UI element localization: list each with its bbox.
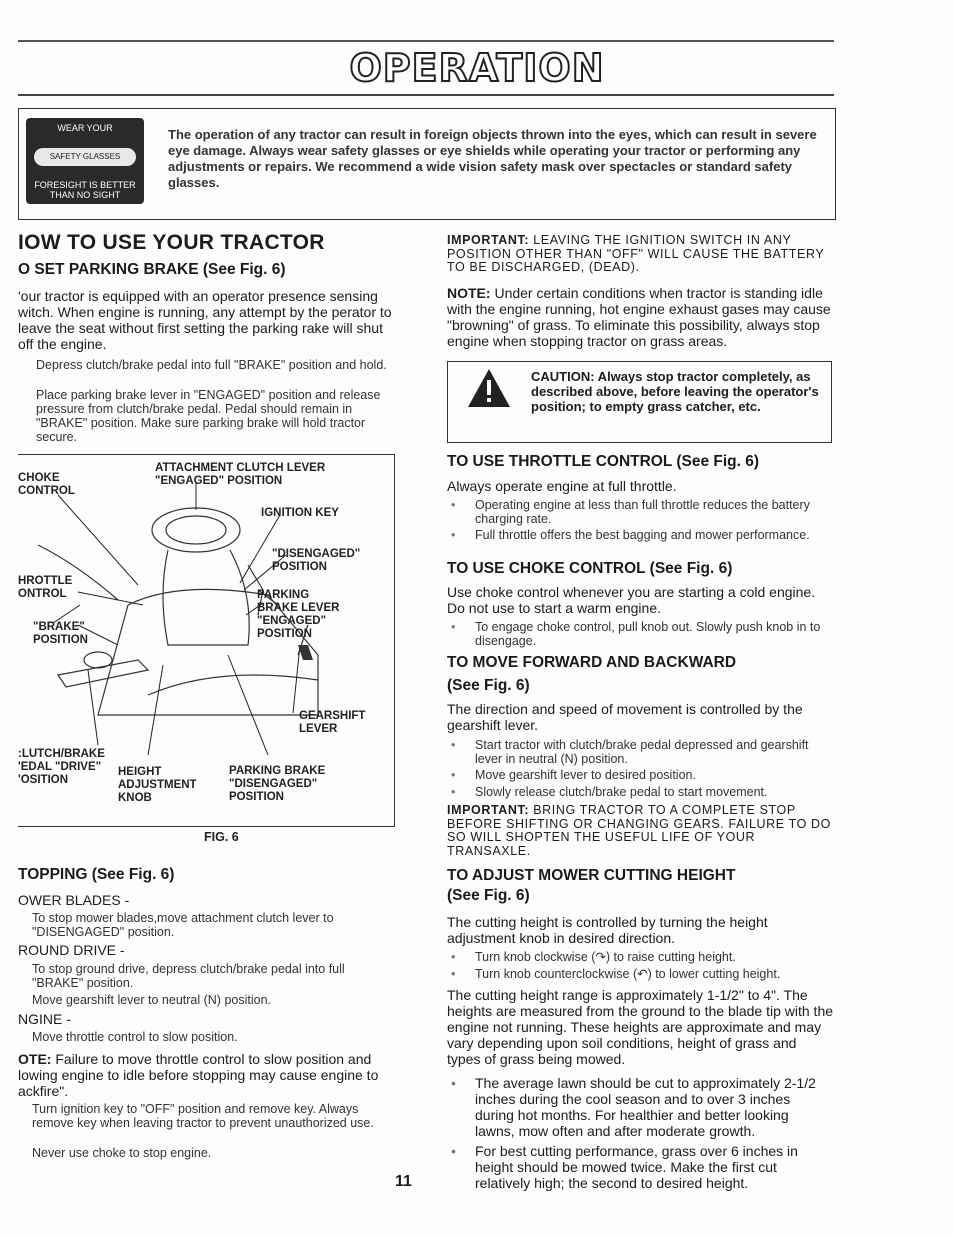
- figure-caption: FIG. 6: [204, 830, 239, 844]
- fig-label-throttle: HROTTLE ONTROL: [18, 575, 73, 600]
- adjust-paragraph: The cutting height is controlled by turning the height adjustment knob in desired direction.: [447, 914, 768, 946]
- heading-parking-brake: O SET PARKING BRAKE (See Fig. 6): [18, 261, 286, 278]
- move-bullet-2: • Move gearshift lever to desired position.: [447, 768, 831, 782]
- section-heading-how-to-use: IOW TO USE YOUR TRACTOR: [18, 231, 325, 254]
- fig-label-height-knob: HEIGHT ADJUSTMENT KNOB: [118, 766, 197, 804]
- fig-label-parking-lever: PARKING BRAKE LEVER "ENGAGED" POSITION: [257, 589, 340, 640]
- fig-label-brake-position: "BRAKE" POSITION: [33, 621, 88, 646]
- heading-move-line-2: (See Fig. 6): [447, 677, 530, 694]
- page-number: 11: [395, 1173, 412, 1190]
- move-paragraph: The direction and speed of movement is controlled by the gearshift lever.: [447, 701, 803, 733]
- stopping-note-text: Failure to move throttle control to slow position and lowing engine to idle before stopping may cause engine to ackfire".: [18, 1051, 379, 1099]
- heading-throttle: TO USE THROTTLE CONTROL (See Fig. 6): [447, 453, 760, 470]
- important-ignition-text: LEAVING THE IGNITION SWITCH IN ANY POSITION OTHER THAN "OFF" WILL CAUSE THE BATTERY TO BE DISCHARGED, (DEAD).: [447, 233, 825, 274]
- caution-text: CAUTION: Always stop tractor completely, as described above, before leaving the operator's position; to empty grass catcher, etc.: [531, 369, 819, 414]
- browning-note-label: NOTE:: [447, 285, 491, 301]
- page-title: OPERATION: [349, 46, 605, 90]
- heading-stopping: TOPPING (See Fig. 6): [18, 866, 175, 883]
- fig-label-clutch-brake: :LUTCH/BRAKE 'EDAL "DRIVE" 'OSITION: [18, 748, 105, 786]
- mower-blades-text: To stop mower blades,move attachment clutch lever to "DISENGAGED" position.: [32, 911, 334, 939]
- important-gears: [447, 804, 833, 858]
- adjust-bullet-2: • Turn knob counterclockwise (↶) to lower cutting height.: [447, 967, 831, 981]
- important-ignition-label: IMPORTANT:: [447, 233, 530, 247]
- choke-bullet-1: • To engage choke control, pull knob out. Slowly push knob in to disengage.: [447, 620, 831, 648]
- badge-middle-text: SAFETY GLASSES: [34, 148, 136, 166]
- fig-label-parking-disengaged: PARKING BRAKE "DISENGAGED" POSITION: [229, 765, 326, 803]
- heading-adjust-line-2: (See Fig. 6): [447, 887, 530, 904]
- fig-label-ignition-key: IGNITION KEY: [261, 507, 339, 519]
- safety-glasses-badge: [26, 118, 144, 204]
- title-rule: [18, 94, 834, 96]
- safety-warning-text: The operation of any tractor can result in foreign objects thrown into the eyes, which can result in severe eye damage. Always wear safety glasses or eye shields while operating your tractor or performing any adjustments or repairs. We recommend a wide vision safety mask over spectacles or standard safety glasses.: [168, 127, 817, 190]
- warning-triangle-icon: [466, 367, 512, 409]
- ground-drive-text-2: Move gearshift lever to neutral (N) position.: [32, 993, 271, 1007]
- adjust-bullet-3: • The average lawn should be cut to approximately 2-1/2 inches during the cool season and to over 3 inches during hot months. For healthier and better looking lawns, mow often and after moderate growth.: [447, 1075, 831, 1139]
- ground-drive-text-1: To stop ground drive, depress clutch/brake pedal into full "BRAKE" position.: [32, 962, 345, 990]
- fig-label-gearshift: GEARSHIFT LEVER: [299, 710, 366, 735]
- important-gears-label: IMPORTANT:: [447, 803, 530, 817]
- important-gears-text: BRING TRACTOR TO A COMPLETE STOP BEFORE SHIFTING OR CHANGING GEARS. FAILURE TO DO SO WILL SHOPTEN THE USEFUL LIFE OF YOUR TRANSAXLE.: [447, 803, 831, 858]
- browning-note: [447, 285, 833, 349]
- parking-paragraph: 'our tractor is equipped with an operator presence sensing witch. When engine is running, any attempt by the perator to leave the seat without first setting the parking rake will shut off the engine.: [18, 288, 392, 352]
- adjust-paragraph-2: The cutting height range is approximately 1-1/2" to 4". The heights are measured from the ground to the blade tip with the engine not running. These heights are approximate and may vary depending upon soil conditions, height of grass and types of grass being mowed.: [447, 987, 834, 1067]
- badge-bottom-line-2: THAN NO SIGHT: [49, 190, 121, 200]
- heading-choke: TO USE CHOKE CONTROL (See Fig. 6): [447, 560, 733, 577]
- stopping-note-label: OTE:: [18, 1051, 52, 1067]
- adjust-bullet-4: • For best cutting performance, grass over 6 inches in height should be mowed twice. Make the first cut relatively high; the second to desired height.: [447, 1143, 831, 1191]
- adjust-bullet-1: • Turn knob clockwise (↷) to raise cutting height.: [447, 950, 831, 964]
- move-bullet-3: • Slowly release clutch/brake pedal to start movement.: [447, 785, 831, 799]
- engine-text-1: Move throttle control to slow position.: [32, 1030, 238, 1044]
- engine-text-2: Turn ignition key to "OFF" position and remove key. Always remove key when leaving tractor to prevent unauthorized use.: [32, 1102, 374, 1130]
- move-bullet-1: • Start tractor with clutch/brake pedal depressed and gearshift lever in neutral (N) position.: [447, 738, 831, 766]
- mower-blades-label: OWER BLADES -: [18, 892, 130, 908]
- throttle-bullet-2: • Full throttle offers the best bagging and mower performance.: [447, 528, 831, 542]
- engine-text-3: Never use choke to stop engine.: [32, 1146, 212, 1160]
- throttle-bullet-1: • Operating engine at less than full throttle reduces the battery charging rate.: [447, 498, 831, 526]
- important-ignition: [447, 234, 833, 275]
- badge-top-text: WEAR YOUR: [57, 123, 113, 133]
- throttle-paragraph: Always operate engine at full throttle.: [447, 478, 677, 494]
- parking-step-2: Place parking brake lever in "ENGAGED" position and release pressure from clutch/brake pedal. Pedal should remain in "BRAKE" position. Make sure parking brake will hold tractor secure.: [36, 388, 381, 444]
- top-rule: [18, 40, 834, 42]
- fig-label-attachment-clutch: ATTACHMENT CLUTCH LEVER "ENGAGED" POSITION: [155, 462, 326, 487]
- parking-step-1: Depress clutch/brake pedal into full "BRAKE" position and hold.: [36, 358, 387, 372]
- fig-label-choke: CHOKE CONTROL: [18, 472, 75, 497]
- engine-label: NGINE -: [18, 1011, 71, 1027]
- stopping-note: [18, 1051, 394, 1099]
- heading-move-line-1: TO MOVE FORWARD AND BACKWARD: [447, 654, 737, 671]
- heading-adjust-line-1: TO ADJUST MOWER CUTTING HEIGHT: [447, 867, 736, 884]
- badge-bottom-text: [26, 180, 144, 200]
- choke-paragraph: Use choke control whenever you are starting a cold engine. Do not use to start a warm engine.: [447, 584, 816, 616]
- browning-note-text: Under certain conditions when tractor is standing idle with the engine running, hot engine exhaust gases may cause "browning" of grass. To eliminate this possibility, always stop engine when stopping tractor on grass areas.: [447, 285, 831, 349]
- badge-bottom-line-1: FORESIGHT IS BETTER: [34, 180, 136, 190]
- fig-label-disengaged: "DISENGAGED" POSITION: [272, 548, 361, 573]
- ground-drive-label: ROUND DRIVE -: [18, 942, 125, 958]
